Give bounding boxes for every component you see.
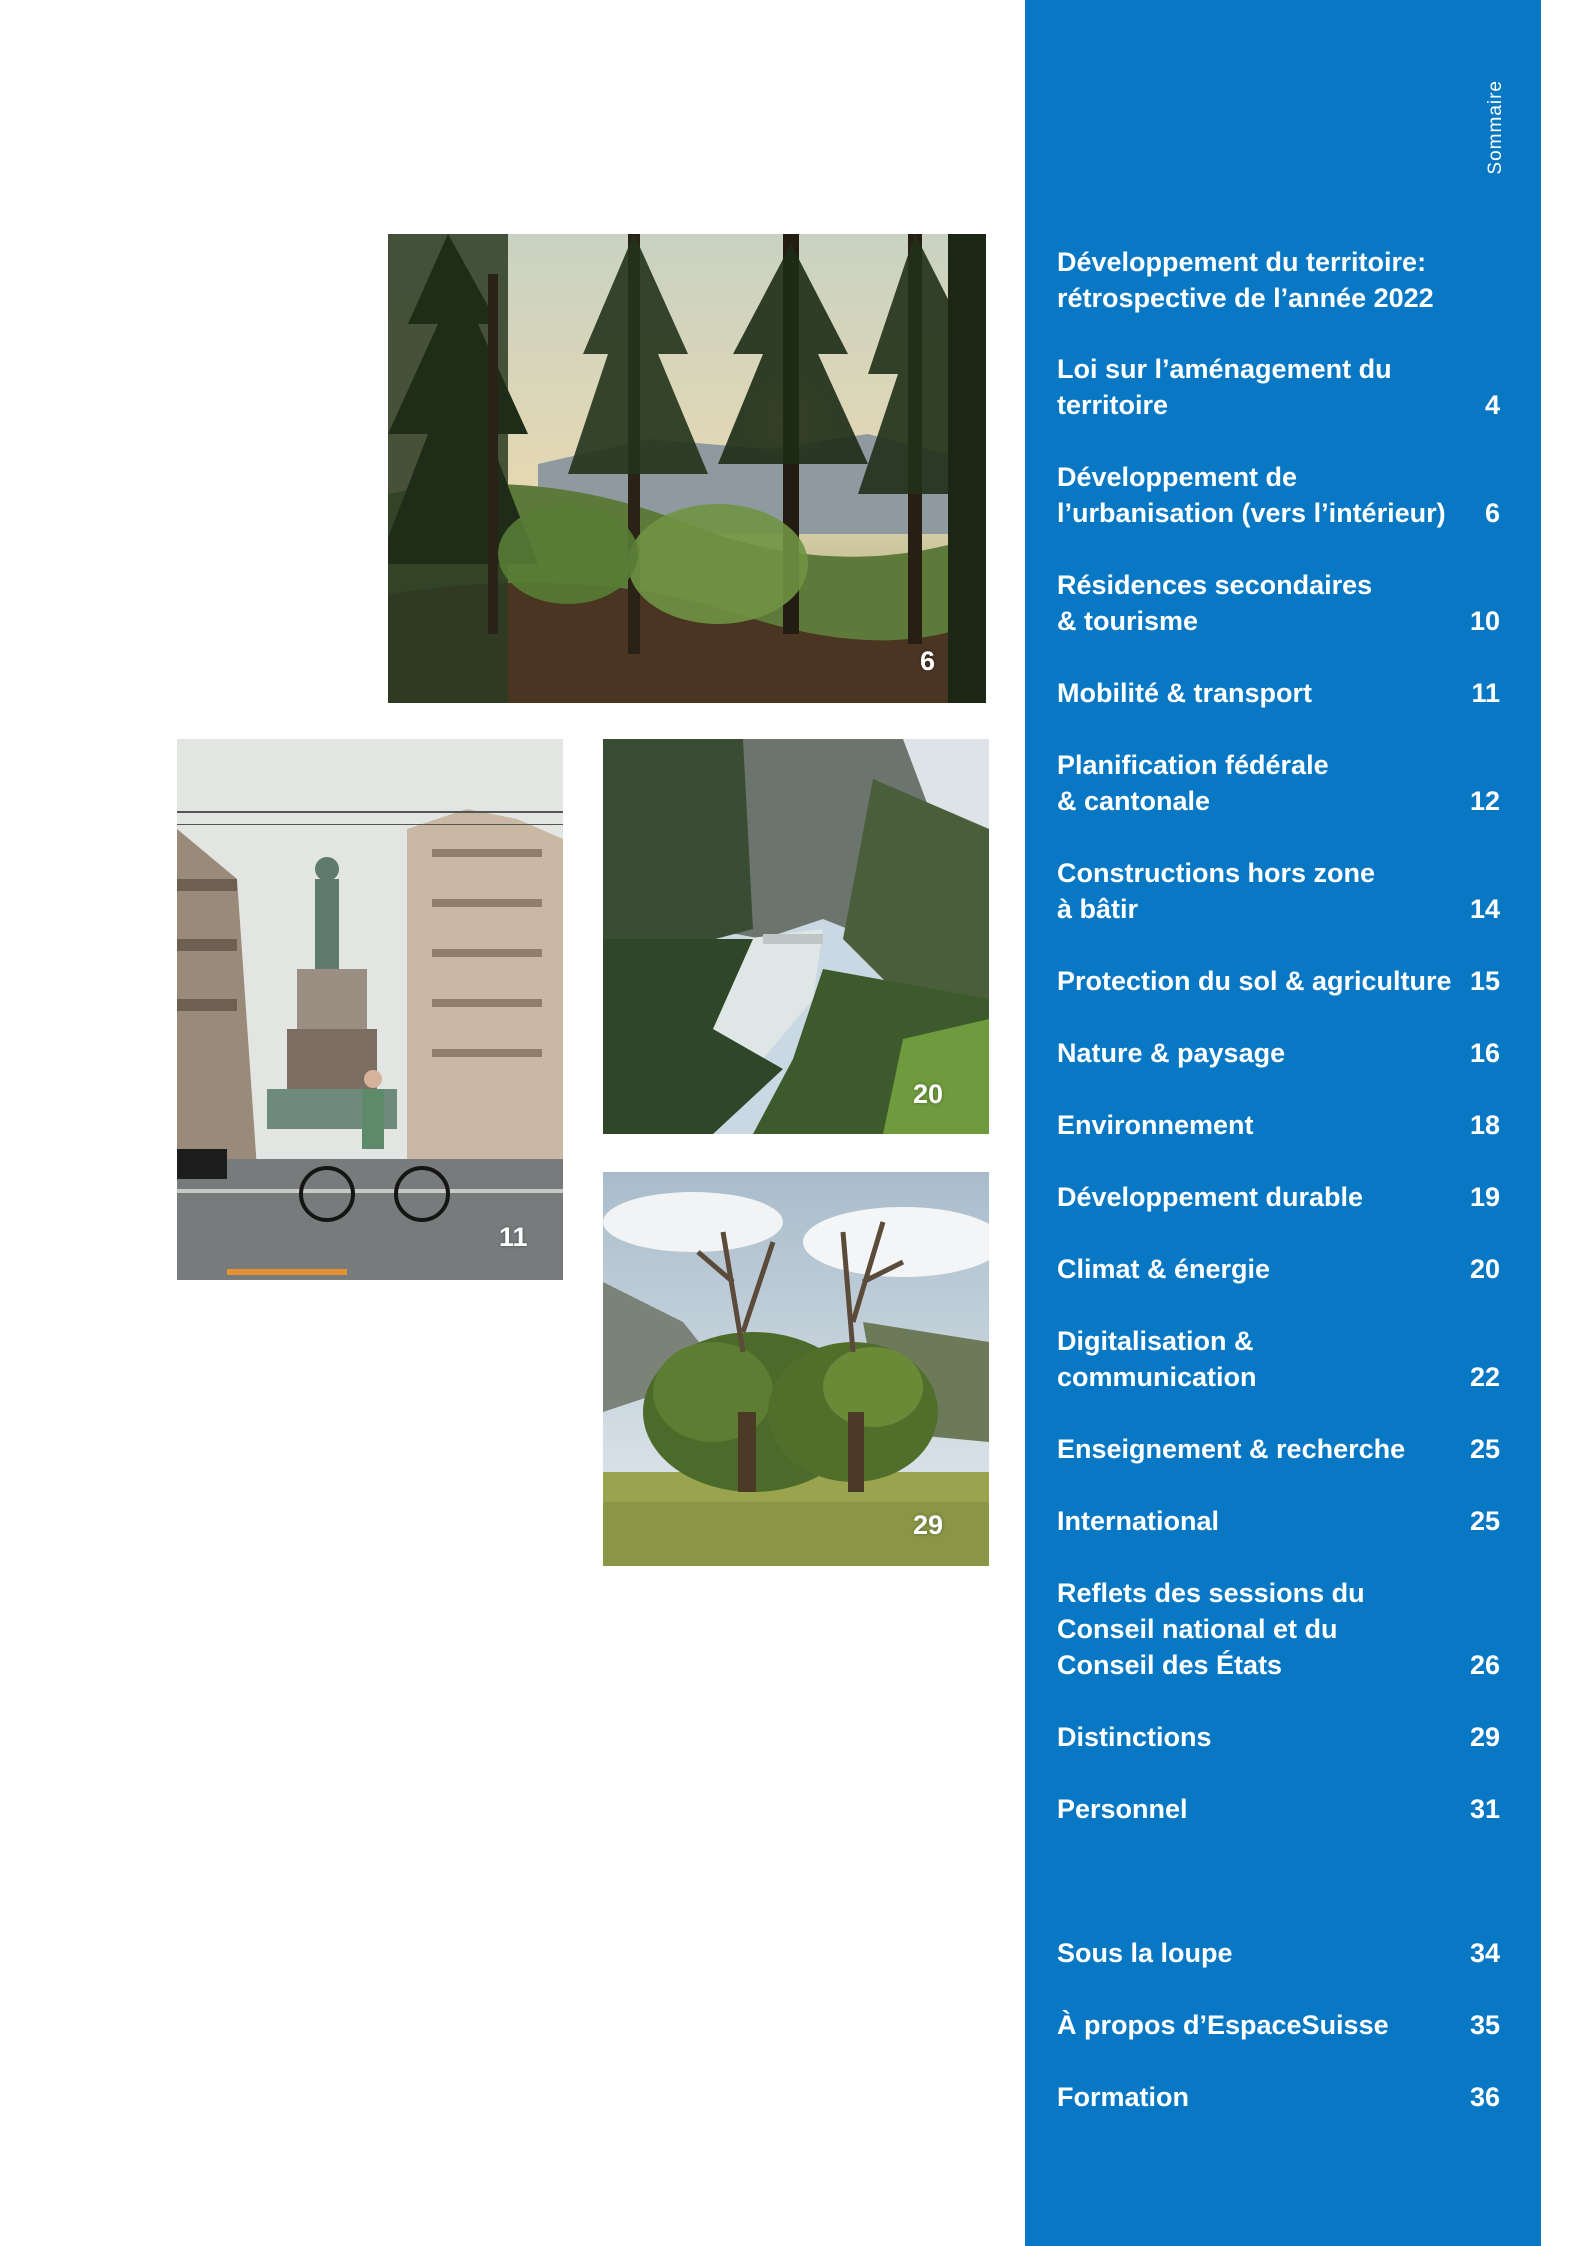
toc-item-page: 26 [1469, 1650, 1500, 1680]
trees-image [603, 1172, 989, 1566]
toc-item[interactable] [1057, 747, 1500, 819]
toc-item-page: 25 [1469, 1434, 1500, 1464]
toc-item[interactable] [1057, 1107, 1500, 1143]
toc-item-page: 34 [1469, 1938, 1500, 1968]
toc-item-page: 25 [1469, 1506, 1500, 1536]
toc-item[interactable] [1057, 1323, 1500, 1395]
toc-item-page: 29 [1469, 1722, 1500, 1752]
toc-item-title: Résidences secondaires & tourisme [1057, 570, 1373, 636]
toc-item[interactable] [1057, 675, 1500, 711]
toc-panel [1025, 0, 1541, 2246]
toc-item-page: 15 [1469, 966, 1500, 996]
toc-item[interactable] [1057, 459, 1500, 531]
toc-item[interactable] [1057, 855, 1500, 927]
toc-item-title: Loi sur l’aménagement du territoire [1057, 354, 1392, 420]
photo-page-number: 20 [913, 1079, 944, 1109]
toc-item-page: 11 [1471, 678, 1500, 708]
toc-item-title: Nature & paysage [1057, 1038, 1286, 1068]
toc-item-title: Digitalisation & communication [1057, 1326, 1257, 1392]
toc-item-page: 35 [1469, 2010, 1500, 2040]
toc-item-title: International [1057, 1506, 1220, 1536]
toc-item-title: Climat & énergie [1057, 1254, 1271, 1284]
toc-item[interactable] [1057, 1251, 1500, 1287]
toc-item-page: 10 [1469, 606, 1500, 636]
toc-item[interactable] [1057, 1179, 1500, 1215]
toc-item-title: Enseignement & recherche [1057, 1434, 1406, 1464]
photo-page-number: 6 [920, 646, 936, 676]
toc-item-page: 18 [1469, 1110, 1500, 1140]
dam-image [603, 739, 989, 1134]
toc-item-page: 22 [1469, 1362, 1500, 1392]
toc-item-page: 6 [1484, 498, 1500, 528]
toc-item-title: Protection du sol & agriculture [1057, 966, 1452, 996]
toc-item-title: Mobilité & transport [1057, 678, 1312, 708]
toc-item-page: 19 [1469, 1182, 1500, 1212]
toc-heading: Développement du territoire: rétrospective de l’année 2022 [1057, 247, 1434, 313]
toc-item[interactable] [1057, 1935, 1500, 1971]
toc-item-page: 4 [1484, 390, 1500, 420]
toc-item-title: Planification fédérale & cantonale [1057, 750, 1329, 816]
city-image [177, 739, 563, 1280]
toc-item-title: Distinctions [1057, 1722, 1212, 1752]
toc-item[interactable] [1057, 1575, 1500, 1683]
toc-item-page: 31 [1469, 1794, 1500, 1824]
toc-item[interactable] [1057, 2079, 1500, 2115]
toc-item[interactable] [1057, 963, 1500, 999]
toc-item-title: Environnement [1057, 1110, 1254, 1140]
toc-item-title: Constructions hors zone à bâtir [1057, 858, 1376, 924]
toc-item[interactable] [1057, 1791, 1500, 1827]
toc-item-title: Reflets des sessions du Conseil national et du Conseil des États [1057, 1578, 1365, 1680]
toc-item-page: 36 [1469, 2082, 1500, 2112]
toc-item-title: Sous la loupe [1057, 1938, 1233, 1968]
toc-item-title: Formation [1057, 2082, 1189, 2112]
toc-item[interactable] [1057, 1431, 1500, 1467]
toc-item-page: 14 [1469, 894, 1500, 924]
toc-item-page: 12 [1469, 786, 1500, 816]
photo-page-number: 29 [913, 1510, 944, 1540]
photo-forest[interactable] [388, 234, 986, 703]
toc-item[interactable] [1057, 2007, 1500, 2043]
toc-item[interactable] [1057, 1719, 1500, 1755]
toc-item[interactable] [1057, 1035, 1500, 1071]
sommaire-label: Sommaire [1485, 80, 1506, 175]
toc-item[interactable] [1057, 1503, 1500, 1539]
photo-trees[interactable] [603, 1172, 989, 1566]
toc-item-title: Personnel [1057, 1794, 1188, 1824]
photo-page-number: 11 [499, 1222, 528, 1252]
toc-item[interactable] [1057, 567, 1500, 639]
photo-dam[interactable] [603, 739, 989, 1134]
forest-image [388, 234, 986, 703]
toc-item-title: À propos d’EspaceSuisse [1057, 2010, 1389, 2040]
toc-item-page: 16 [1469, 1038, 1500, 1068]
toc-item-title: Développement durable [1057, 1182, 1364, 1212]
toc-item[interactable] [1057, 351, 1500, 423]
photo-city[interactable] [177, 739, 563, 1280]
toc-item-page: 20 [1469, 1254, 1500, 1284]
toc-item-title: Développement de l’urbanisation (vers l’intérieur) [1057, 462, 1446, 528]
